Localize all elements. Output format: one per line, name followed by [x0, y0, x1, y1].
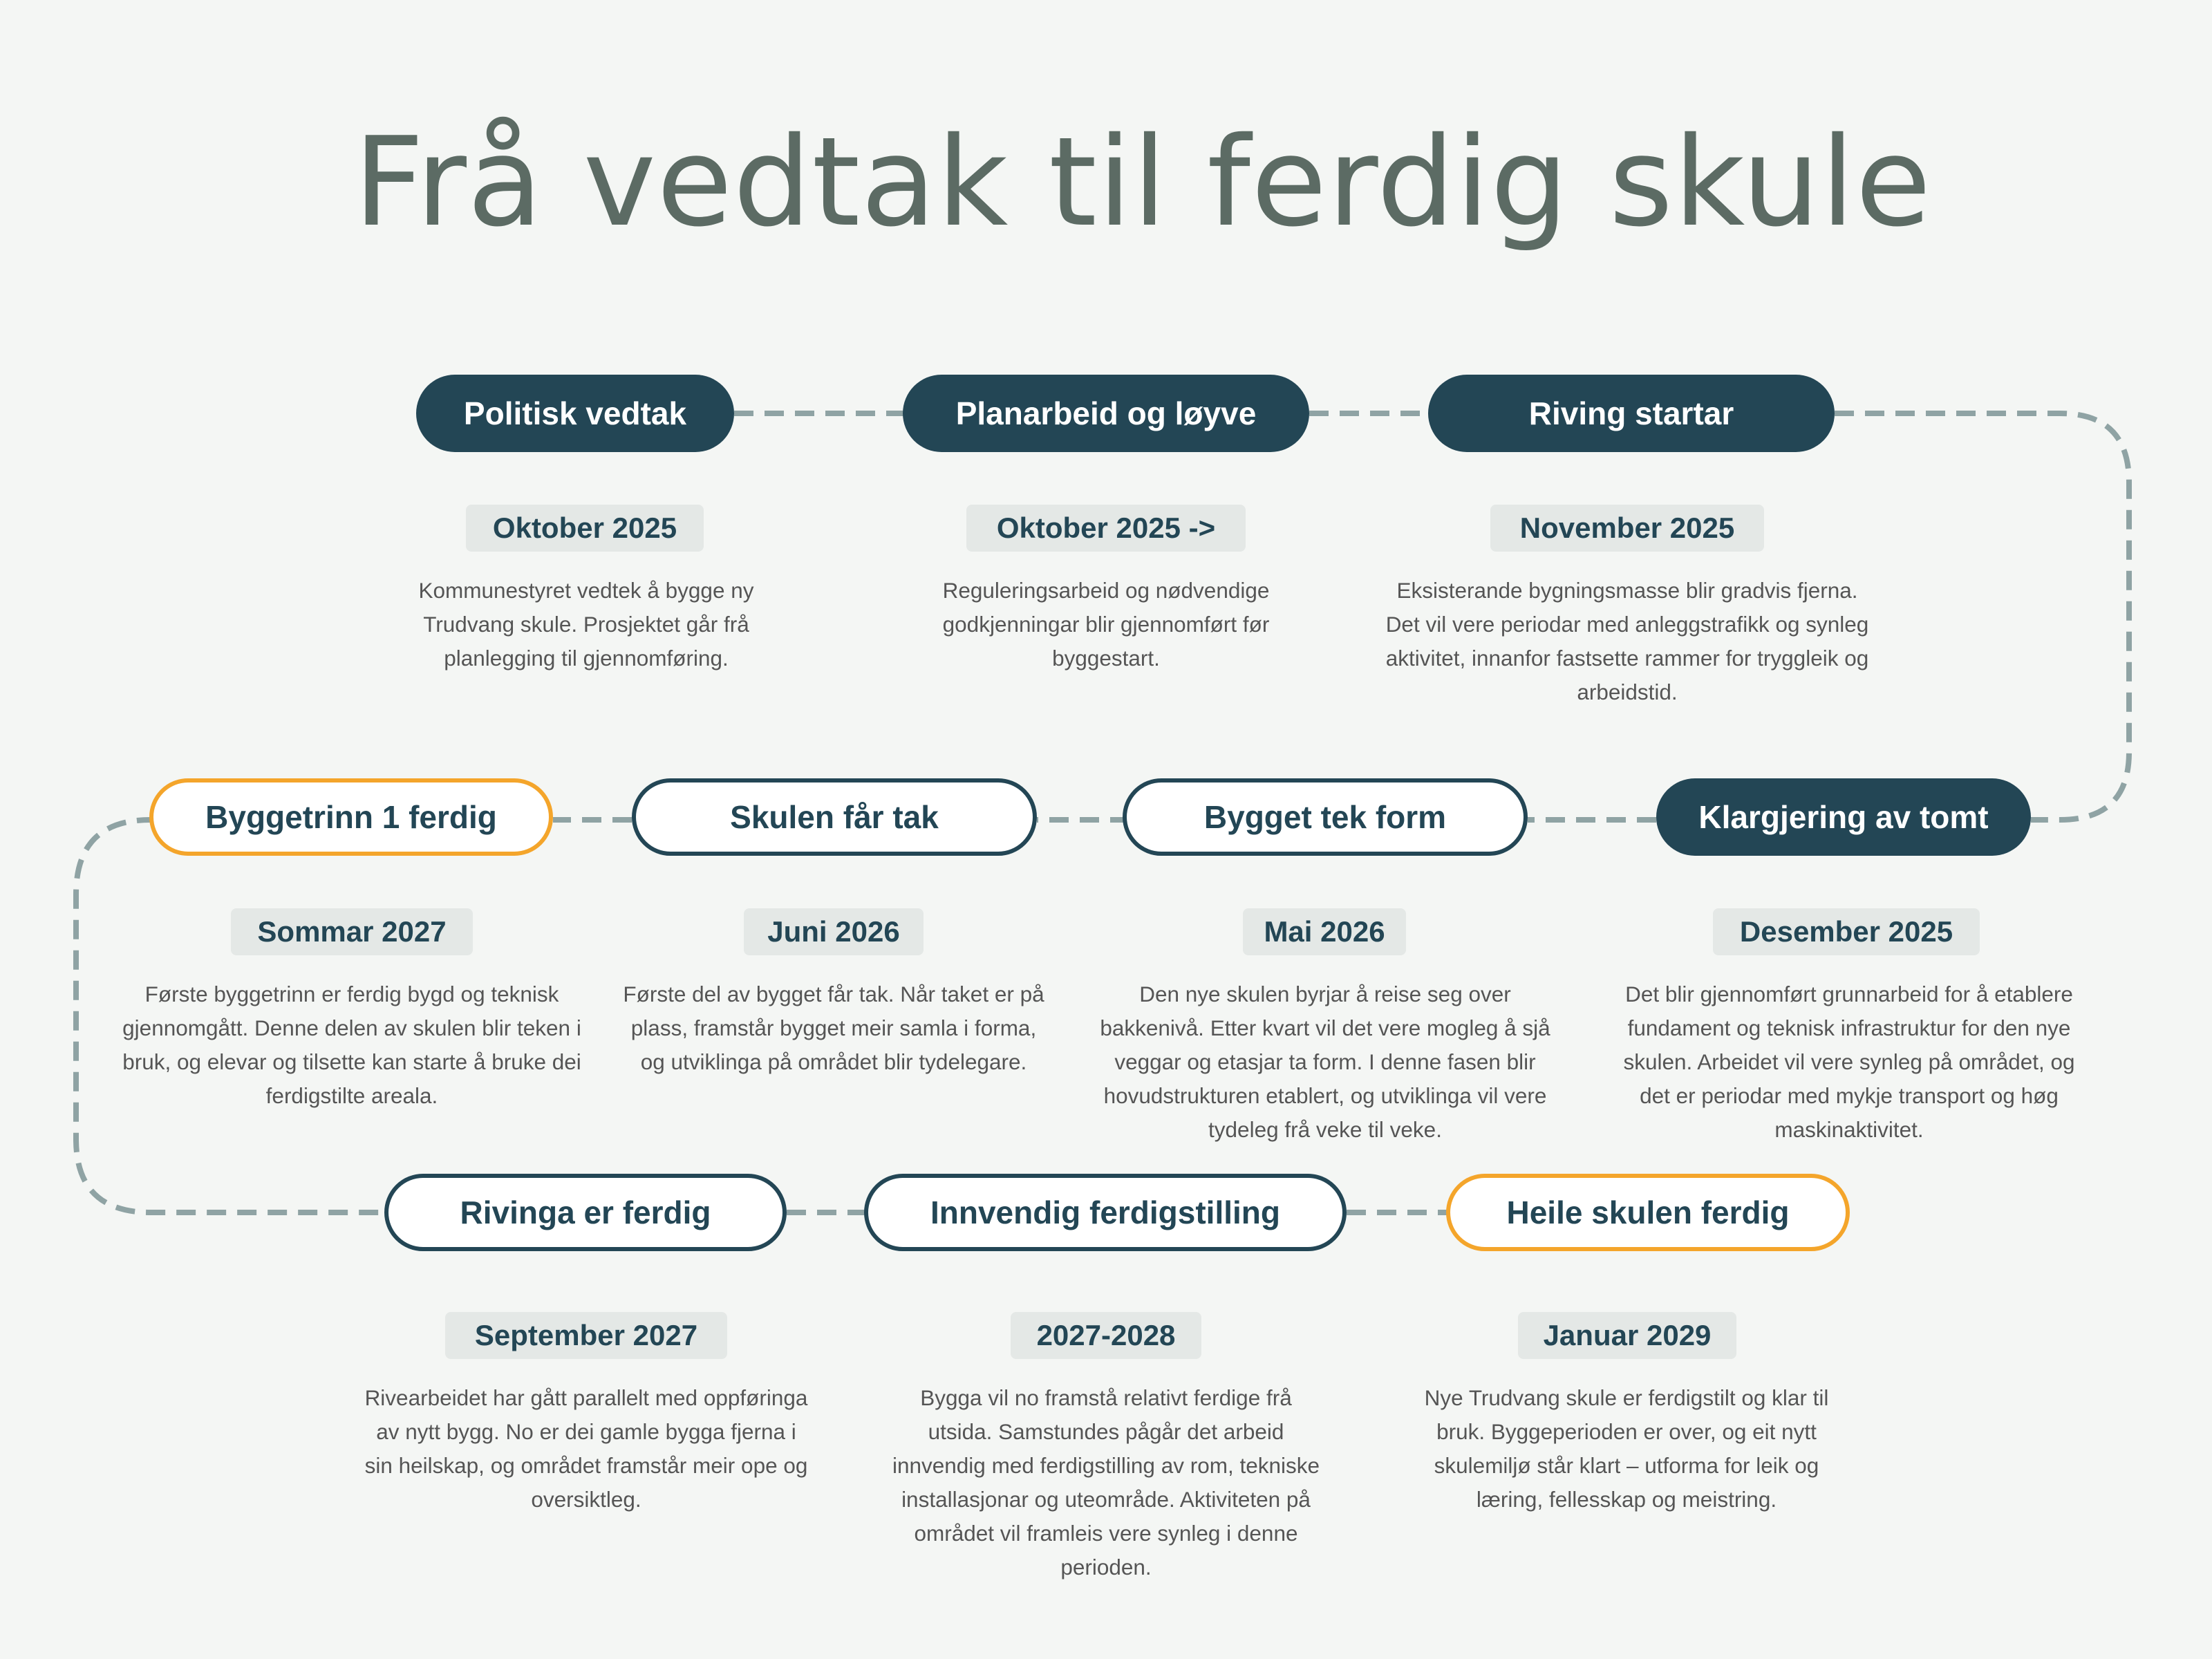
milestone-description: Det blir gjennomført grunnarbeid for å etablere fundament og teknisk infrastruktur for den nye skulen. Arbeidet vil vere synleg på området, og det er periodar med mykje transport og høg maskinaktivitet.: [1623, 982, 2075, 1142]
milestone-description: Bygga vil no framstå relativt ferdige frå utsida. Samstundes pågår det arbeid innvendig med ferdigstilling av rom, tekniske installasjonar og uteområde. Aktiviteten på området vil framleis vere synleg i denne perioden.: [892, 1385, 1320, 1580]
milestone-riving-startar: Riving startar: [1428, 375, 1835, 452]
milestone-description: Nye Trudvang skule er ferdigstilt og klar til bruk. Byggeperioden er over, og eit nytt skulemiljø står klart – utforma for leik og læring, fellesskap og meistring.: [1424, 1385, 1829, 1512]
milestone-date: Desember 2025: [1713, 908, 1980, 955]
milestone-heile-skulen-ferdig: Heile skulen ferdig: [1446, 1174, 1850, 1251]
milestone-innvendig-ferdigstilling: Innvendig ferdigstilling: [864, 1174, 1347, 1251]
milestone-description: Den nye skulen byrjar å reise seg over bakkenivå. Etter kvart vil det vere mogleg å sjå veggar og etasjar ta form. I denne fasen blir hovudstrukturen etablert, og utviklinga vil vere tydeleg frå veke til veke.: [1100, 982, 1550, 1142]
milestone-date: Oktober 2025 ->: [966, 505, 1246, 552]
milestone-description: Rivearbeidet har gått parallelt med oppføringa av nytt bygg. No er dei gamle bygga fjerna i sin heilskap, og området framstår meir ope og oversiktleg.: [364, 1385, 808, 1512]
milestone-planarbeid-og-loyve: Planarbeid og løyve: [903, 375, 1309, 452]
milestone-politisk-vedtak: Politisk vedtak: [416, 375, 734, 452]
milestone-date: November 2025: [1490, 505, 1764, 552]
milestone-date: Sommar 2027: [231, 908, 473, 955]
milestone-description: Reguleringsarbeid og nødvendige godkjenningar blir gjennomført før byggestart.: [942, 578, 1270, 671]
milestone-date: Mai 2026: [1243, 908, 1406, 955]
milestone-description: Første del av bygget får tak. Når taket er på plass, framstår bygget meir samla i forma, og utviklinga på området blir tydelegare.: [623, 982, 1044, 1074]
milestone-description: Kommunestyret vedtek å bygge ny Trudvang skule. Prosjektet går frå planlegging til gjennomføring.: [418, 578, 754, 671]
milestone-byggetrinn-1-ferdig: Byggetrinn 1 ferdig: [149, 778, 553, 856]
milestone-description: Første byggetrinn er ferdig bygd og teknisk gjennomgått. Denne delen av skulen blir teken i bruk, og elevar og tilsette kan starte å bruke dei ferdigstilte areala.: [122, 982, 581, 1108]
milestone-date: September 2027: [445, 1312, 727, 1359]
milestone-description: Eksisterande bygningsmasse blir gradvis fjerna. Det vil vere periodar med anleggstrafikk og synleg aktivitet, innanfor fastsette rammer for tryggleik og arbeidstid.: [1385, 578, 1869, 704]
milestone-date: Juni 2026: [744, 908, 924, 955]
milestone-skulen-far-tak: Skulen får tak: [632, 778, 1037, 856]
milestone-date: 2027-2028: [1011, 1312, 1201, 1359]
milestone-rivinga-er-ferdig: Rivinga er ferdig: [384, 1174, 787, 1251]
milestone-date: Januar 2029: [1518, 1312, 1736, 1359]
milestone-klargjering-av-tomt: Klargjering av tomt: [1656, 778, 2031, 856]
page-title: Frå vedtak til ferdig skule: [353, 111, 1932, 254]
milestone-date: Oktober 2025: [466, 505, 704, 552]
milestone-bygget-tek-form: Bygget tek form: [1123, 778, 1528, 856]
